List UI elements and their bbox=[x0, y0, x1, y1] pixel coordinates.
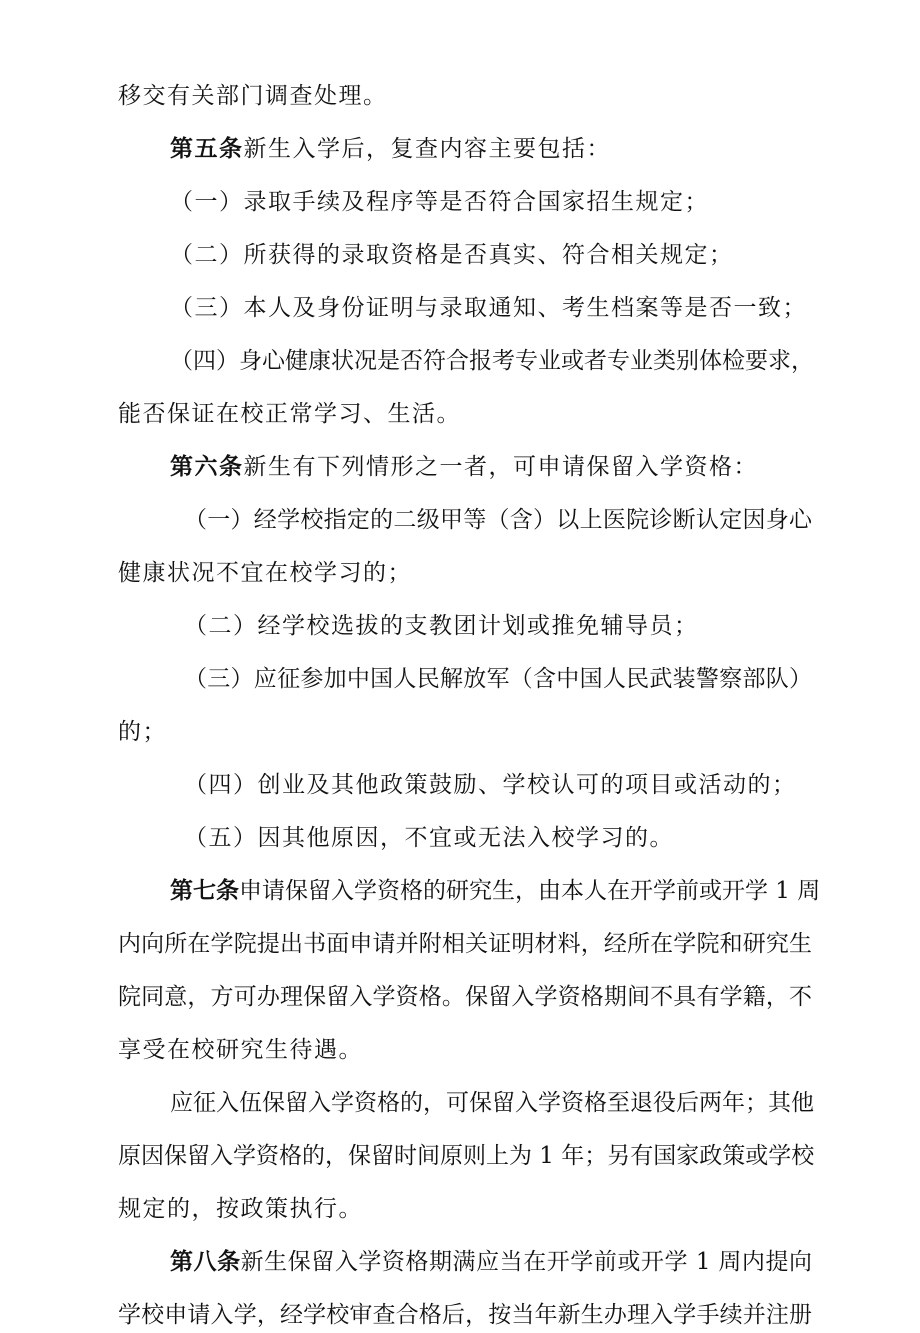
text-line: 院同意，方可办理保留入学资格。保留入学资格期间不具有学籍，不 bbox=[118, 984, 812, 1010]
text-line: 的； bbox=[118, 719, 167, 745]
text-line: 移交有关部门调查处理。 bbox=[118, 83, 388, 109]
text-line: 能否保证在校正常学习、生活。 bbox=[118, 401, 461, 427]
paragraph-line: 应征入伍保留入学资格的，可保留入学资格至退役后两年；其他 bbox=[170, 1090, 814, 1116]
list-item: （二）所获得的录取资格是否真实、符合相关规定； bbox=[170, 242, 734, 268]
list-item: （一）录取手续及程序等是否符合国家招生规定； bbox=[170, 189, 709, 215]
article-heading: 第八条 bbox=[170, 1248, 241, 1275]
text-line: 内向所在学院提出书面申请并附相关证明材料，经所在学院和研究生 bbox=[118, 931, 812, 957]
article-8-line: 第八条新生保留入学资格期满应当在开学前或开学 1 周内提向 bbox=[170, 1248, 812, 1275]
list-item: （四）创业及其他政策鼓励、学校认可的项目或活动的； bbox=[184, 772, 797, 798]
list-item: （二）经学校选拔的支教团计划或推免辅导员； bbox=[184, 613, 699, 639]
text-line: 健康状况不宜在校学习的； bbox=[118, 560, 412, 586]
article-5-line: 第五条新生入学后，复查内容主要包括： bbox=[170, 135, 611, 162]
text-line: 享受在校研究生待遇。 bbox=[118, 1037, 363, 1063]
list-item: （五）因其他原因，不宜或无法入校学习的。 bbox=[184, 825, 674, 851]
article-7-line: 第七条申请保留入学资格的研究生，由本人在开学前或开学 1 周 bbox=[170, 877, 821, 904]
article-heading: 第五条 bbox=[170, 135, 244, 162]
list-item: （三）本人及身份证明与录取通知、考生档案等是否一致； bbox=[170, 295, 807, 321]
article-6-line: 第六条新生有下列情形之一者，可申请保留入学资格： bbox=[170, 453, 758, 480]
text-line: 学校申请入学，经学校审查合格后，按当年新生办理入学手续并注册 bbox=[118, 1302, 812, 1328]
list-item: （四）身心健康状况是否符合报考专业或者专业类别体检要求， bbox=[170, 348, 814, 374]
text-line: 规定的，按政策执行。 bbox=[118, 1196, 363, 1222]
article-heading: 第七条 bbox=[170, 877, 239, 904]
article-heading: 第六条 bbox=[170, 453, 244, 480]
list-item: （一）经学校指定的二级甲等（含）以上医院诊断认定因身心 bbox=[184, 507, 812, 533]
list-item: （三）应征参加中国人民解放军（含中国人民武装警察部队） bbox=[184, 666, 812, 692]
text-line: 原因保留入学资格的，保留时间原则上为 1 年；另有国家政策或学校 bbox=[118, 1143, 815, 1169]
